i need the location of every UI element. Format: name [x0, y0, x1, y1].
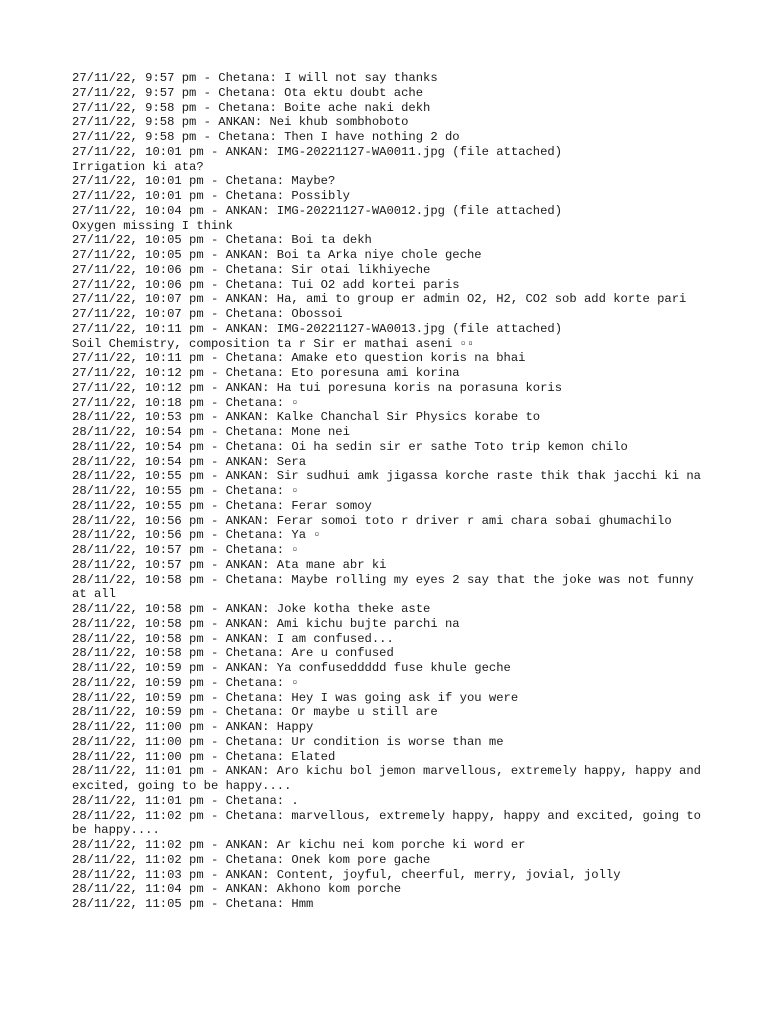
chat-line: 27/11/22, 10:01 pm - Chetana: Maybe?: [72, 174, 336, 189]
chat-line: 28/11/22, 10:55 pm - ANKAN: Sir sudhui amk jigassa korche raste thik thak jacchi ki na: [72, 469, 701, 484]
chat-line: 27/11/22, 10:07 pm - Chetana: Obossoi: [72, 307, 343, 321]
chat-line: 27/11/22, 10:11 pm - Chetana: Amake eto question koris na bhai: [72, 351, 526, 366]
chat-line: 28/11/22, 10:59 pm - ANKAN: Ya confuseddddd fuse khule geche: [72, 661, 511, 675]
chat-transcript: [72, 71, 712, 912]
chat-line: 28/11/22, 11:02 pm - Chetana: Onek kom pore gache: [72, 852, 431, 867]
chat-line: 28/11/22, 10:58 pm - ANKAN: Ami kichu bujte parchi na: [72, 616, 460, 631]
chat-line: 28/11/22, 11:01 pm - ANKAN: Aro kichu bol jemon marvellous, extremely happy, happy and excited, going to be happy....: [72, 764, 709, 793]
chat-line: 28/11/22, 10:56 pm - ANKAN: Ferar somoi toto r driver r ami chara sobai ghumachilo: [72, 513, 672, 528]
chat-line: 28/11/22, 10:55 pm - Chetana: ▫: [72, 484, 299, 498]
chat-line: 28/11/22, 10:58 pm - Chetana: Are u confused: [72, 646, 394, 661]
chat-line: Oxygen missing I think: [72, 218, 233, 233]
chat-line: Irrigation ki ata?: [72, 159, 204, 174]
chat-line: 28/11/22, 10:56 pm - Chetana: Ya ▫: [72, 528, 321, 543]
chat-line: 27/11/22, 9:58 pm - Chetana: Boite ache naki dekh: [72, 100, 431, 115]
chat-line: 27/11/22, 9:58 pm - Chetana: Then I have nothing 2 do: [72, 130, 460, 144]
chat-line: 27/11/22, 10:04 pm - ANKAN: IMG-20221127-WA0012.jpg (file attached): [72, 203, 563, 218]
chat-line: 27/11/22, 10:12 pm - Chetana: Eto poresuna ami korina: [72, 366, 460, 380]
chat-line: 28/11/22, 11:02 pm - ANKAN: Ar kichu nei kom porche ki word er: [72, 838, 526, 852]
chat-line: 27/11/22, 10:12 pm - ANKAN: Ha tui poresuna koris na porasuna koris: [72, 380, 563, 395]
chat-line: 28/11/22, 10:58 pm - Chetana: Maybe rolling my eyes 2 say that the joke was not funny at all: [72, 572, 701, 602]
chat-line: 27/11/22, 10:05 pm - ANKAN: Boi ta Arka niye chole geche: [72, 248, 482, 262]
chat-line: 27/11/22, 10:01 pm - Chetana: Possibly: [72, 189, 350, 203]
chat-line: 27/11/22, 10:01 pm - ANKAN: IMG-20221127-WA0011.jpg (file attached): [72, 144, 563, 159]
chat-line: 28/11/22, 10:54 pm - Chetana: Oi ha sedin sir er sathe Toto trip kemon chilo: [72, 439, 628, 454]
chat-line: 28/11/22, 10:59 pm - Chetana: Or maybe u still are: [72, 705, 438, 720]
chat-line: 28/11/22, 10:54 pm - Chetana: Mone nei: [72, 425, 350, 439]
chat-line: 28/11/22, 10:58 pm - ANKAN: I am confused...: [72, 631, 394, 646]
chat-line: 28/11/22, 11:01 pm - Chetana: .: [72, 793, 299, 808]
chat-line: 28/11/22, 11:00 pm - ANKAN: Happy: [72, 720, 314, 734]
chat-line: 27/11/22, 10:06 pm - Chetana: Sir otai likhiyeche: [72, 262, 431, 277]
chat-line: 28/11/22, 10:55 pm - Chetana: Ferar somoy: [72, 498, 372, 513]
chat-line: 27/11/22, 9:57 pm - Chetana: I will not say thanks: [72, 71, 438, 85]
chat-line: 27/11/22, 10:07 pm - ANKAN: Ha, ami to group er admin O2, H2, CO2 sob add korte pari: [72, 292, 687, 307]
chat-line: 28/11/22, 11:05 pm - Chetana: Hmm: [72, 897, 314, 911]
chat-line: 27/11/22, 9:57 pm - Chetana: Ota ektu doubt ache: [72, 85, 424, 100]
chat-line: 28/11/22, 10:59 pm - Chetana: ▫: [72, 675, 299, 690]
chat-line: 28/11/22, 11:02 pm - Chetana: marvellous, extremely happy, happy and excited, going to be happy....: [72, 808, 709, 838]
chat-line: 27/11/22, 10:18 pm - Chetana: ▫: [72, 395, 299, 410]
chat-line: 27/11/22, 10:05 pm - Chetana: Boi ta dekh: [72, 233, 372, 248]
chat-line: 28/11/22, 10:58 pm - ANKAN: Joke kotha theke aste: [72, 602, 431, 616]
chat-line: 27/11/22, 10:06 pm - Chetana: Tui O2 add kortei paris: [72, 277, 460, 292]
chat-line: 28/11/22, 11:00 pm - Chetana: Elated: [72, 749, 336, 764]
chat-line: 28/11/22, 11:03 pm - ANKAN: Content, joyful, cheerful, merry, jovial, jolly: [72, 867, 621, 882]
chat-line: 28/11/22, 11:00 pm - Chetana: Ur condition is worse than me: [72, 734, 504, 749]
chat-line: 28/11/22, 10:54 pm - ANKAN: Sera: [72, 454, 307, 469]
chat-line: 28/11/22, 10:59 pm - Chetana: Hey I was going ask if you were: [72, 690, 519, 705]
chat-line: 27/11/22, 10:11 pm - ANKAN: IMG-20221127-WA0013.jpg (file attached): [72, 321, 563, 336]
chat-line: 28/11/22, 10:53 pm - ANKAN: Kalke Chanchal Sir Physics korabe to: [72, 410, 541, 425]
chat-line: 28/11/22, 10:57 pm - ANKAN: Ata mane abr ki: [72, 557, 387, 572]
chat-line: Soil Chemistry, composition ta r Sir er mathai aseni ▫▫: [72, 336, 475, 351]
chat-line: 27/11/22, 9:58 pm - ANKAN: Nei khub sombhoboto: [72, 115, 409, 130]
chat-line: 28/11/22, 11:04 pm - ANKAN: Akhono kom porche: [72, 882, 402, 897]
chat-line: 28/11/22, 10:57 pm - Chetana: ▫: [72, 543, 299, 557]
